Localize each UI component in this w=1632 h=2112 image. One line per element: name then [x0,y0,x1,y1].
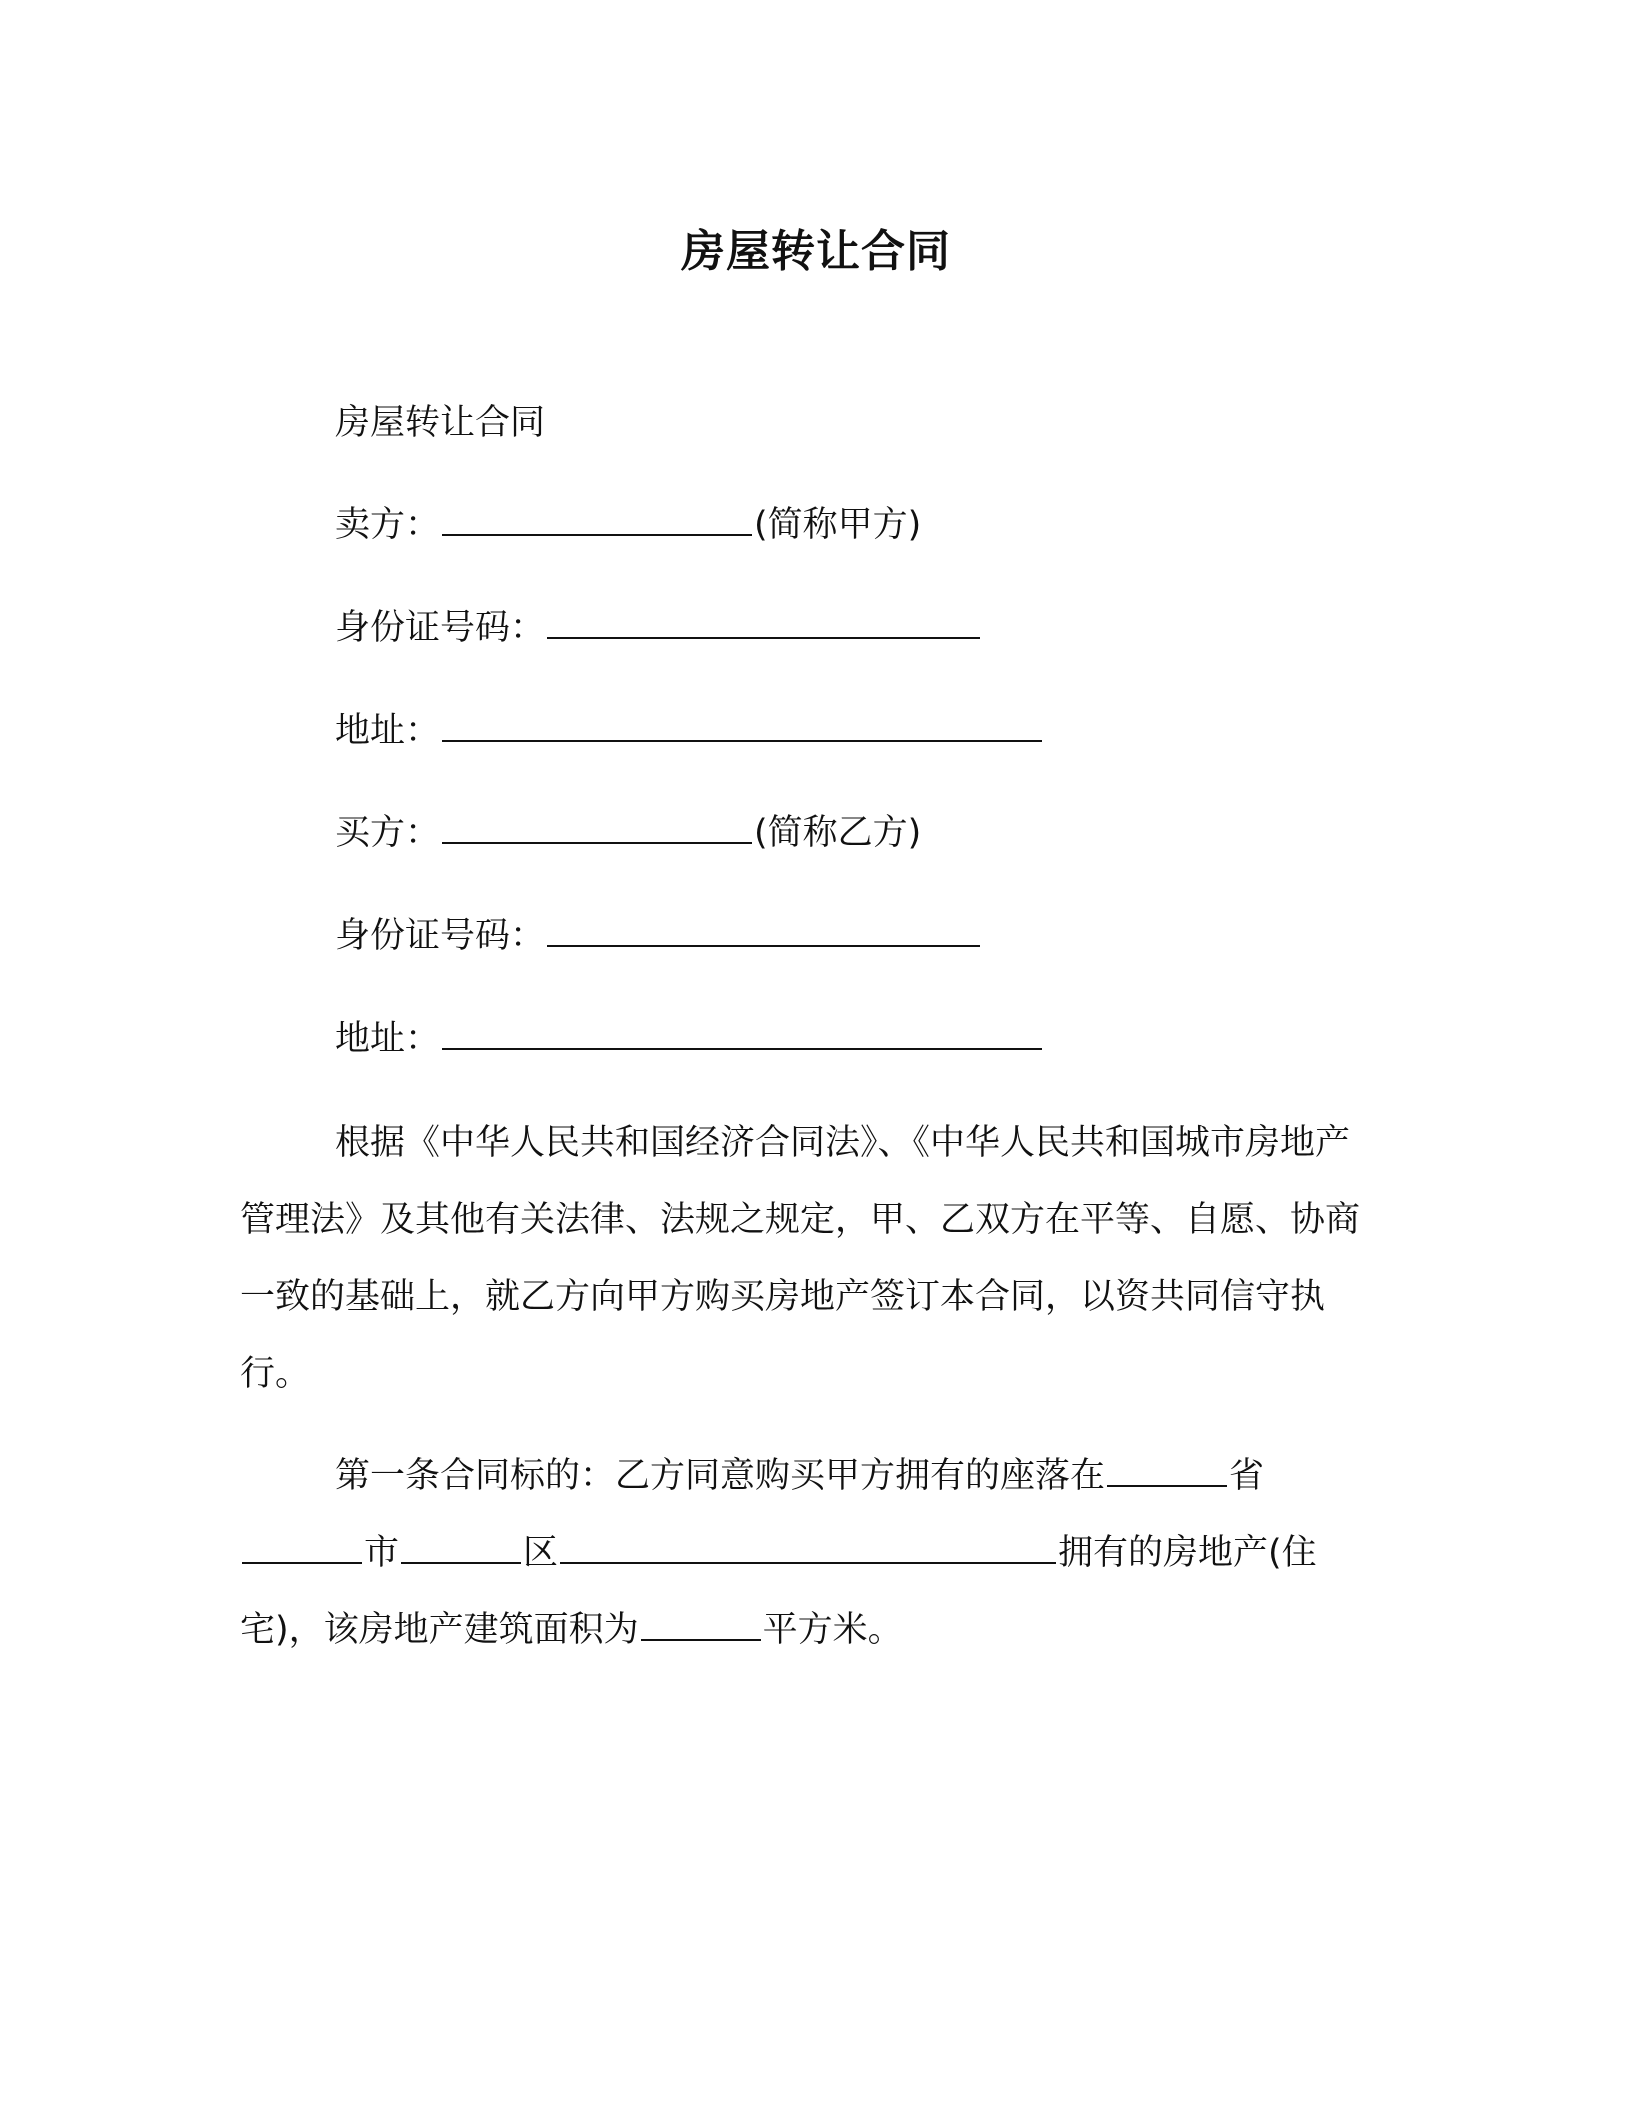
seller-address-line [335,706,1044,756]
seller-id-label: 身份证号码： [335,608,546,648]
location-blank [560,1528,1056,1564]
preamble-text: 根据《中华人民共和国经济合同法》、《中华人民共和国城市房地产管理法》及其他有关法律、法规之规定，甲、乙双方在平等、自愿、协商一致的基础上，就乙方向甲方购买房地产签订本合同，以资共同信守执行。 [240,1123,1361,1394]
article-1-part4: 区 [523,1533,559,1573]
article-1-part1: 第一条合同标的：乙方同意购买甲方拥有的座落在 [335,1456,1106,1496]
article-1-part6: 平方米。 [762,1610,903,1650]
subtitle: 房屋转让合同 [335,403,546,443]
seller-address-label: 地址： [335,711,441,751]
seller-label: 卖方： [335,505,441,545]
article-1-text [240,1438,1380,1669]
buyer-address-line [335,1014,1044,1064]
area-blank [641,1605,761,1641]
seller-address-blank [442,706,1042,742]
buyer-address-blank [442,1014,1042,1050]
buyer-id-blank [547,911,980,947]
document-title: 房屋转让合同 [681,226,951,277]
buyer-id-line [335,911,982,961]
preamble-paragraph [240,1105,1380,1413]
article-1-part2: 省 [1229,1456,1265,1496]
district-blank [401,1528,521,1564]
article-1-part3: 市 [364,1533,400,1573]
buyer-name-blank [442,808,752,844]
seller-id-line [335,603,982,653]
article-1-part5: 拥有的房地产(住宅)，该房地产建筑面积为 [240,1533,1317,1650]
article-1-paragraph [240,1438,1380,1669]
seller-name-blank [442,500,752,536]
buyer-id-label: 身份证号码： [335,916,546,956]
seller-line [335,500,921,550]
seller-suffix: (简称甲方) [754,505,922,545]
buyer-address-label: 地址： [335,1019,441,1059]
city-blank [242,1528,362,1564]
buyer-label: 买方： [335,813,441,853]
buyer-line [335,808,921,858]
buyer-suffix: (简称乙方) [754,813,922,853]
seller-id-blank [547,603,980,639]
province-blank [1107,1451,1227,1487]
